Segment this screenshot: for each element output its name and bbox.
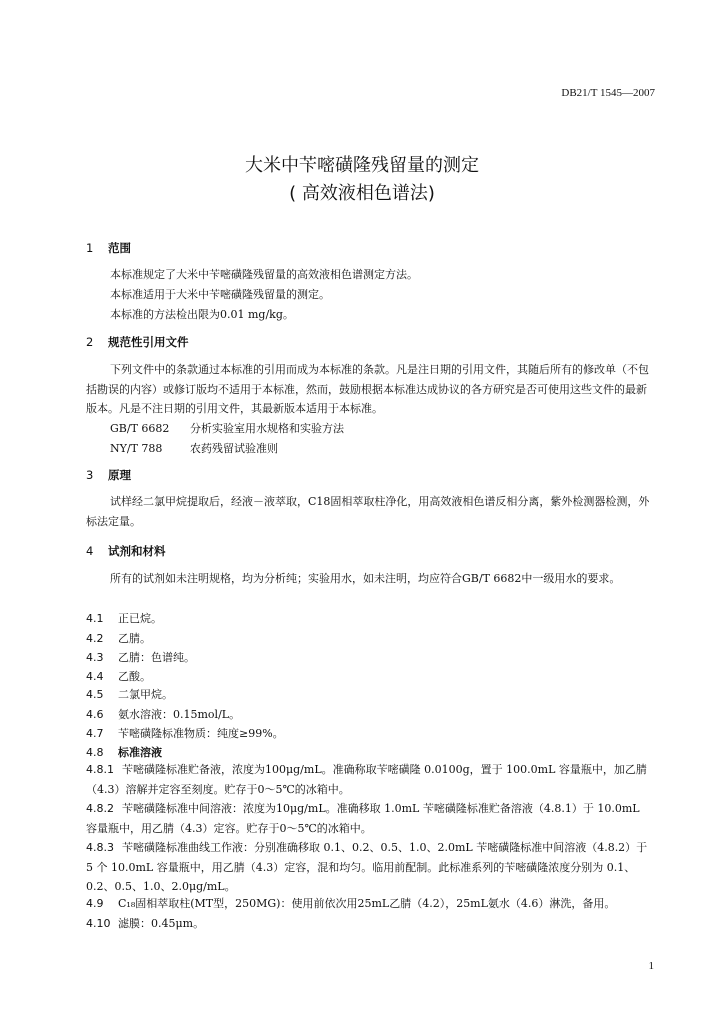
item-number: 4.6: [86, 708, 104, 721]
reagent-item: [86, 915, 204, 931]
sub-item-482: [86, 799, 654, 838]
section-heading-principle: [86, 467, 131, 483]
section-title: 原理: [108, 468, 131, 482]
item-text: 标准溶液: [118, 746, 162, 759]
item-number: 4.7: [86, 727, 104, 740]
item-text: 乙腈：色谱纯。: [118, 651, 195, 664]
item-number: 4.3: [86, 651, 104, 664]
section-title: 规范性引用文件: [108, 335, 189, 349]
reagent-item: [86, 725, 284, 741]
document-title: 大米中苄嘧磺隆残留量的测定: [245, 155, 479, 176]
standard-code: DB21/T 1545—2007: [561, 87, 655, 99]
reference-title: 分析实验室用水规格和实验方法: [190, 422, 344, 435]
item-text: 苄嘧磺隆标准中间溶液：浓度为10μg/mL。准确移取 1.0mL 苄嘧磺隆标准贮备溶液（4.8.1）于 10.0mL 容量瓶中，用乙腈（4.3）定容。贮存于0～5℃的冰箱中。: [86, 802, 640, 835]
reagent-item: [86, 649, 195, 665]
item-number: 4.1: [86, 612, 104, 625]
item-text: C₁₈固相萃取柱(MT型，250MG)：使用前依次用25mL乙腈（4.2），25mL氨水（4.6）淋洗，备用。: [118, 897, 616, 910]
reference-code: NY/T 788: [110, 442, 163, 455]
sub-item-483: [86, 838, 654, 897]
section-number: 1: [86, 241, 94, 255]
item-number: 4.8.2: [86, 802, 114, 815]
reagent-item: [86, 706, 240, 722]
item-text: 氨水溶液：0.15mol/L。: [118, 708, 241, 721]
section-title: 范围: [108, 241, 131, 255]
reference-code: GB/T 6682: [110, 422, 170, 435]
section-heading-normative-references: [86, 334, 189, 350]
reference-item: [110, 420, 344, 436]
principle-paragraph: 试样经二氯甲烷提取后，经液－液萃取，C18固相萃取柱净化，用高效液相色谱反相分离，紫外检测器检测，外标法定量。: [86, 495, 650, 528]
reagent-item: [86, 610, 162, 626]
reference-item: [110, 440, 278, 456]
sub-item-481: [86, 760, 654, 799]
item-text: 正已烷。: [118, 612, 162, 625]
item-number: 4.10: [86, 917, 111, 930]
item-number: 4.2: [86, 632, 104, 645]
document-subtitle: ( 高效液相色谱法): [289, 183, 435, 204]
item-number: 4.8.1: [86, 763, 114, 776]
item-number: 4.8: [86, 746, 104, 759]
reagent-item: [86, 895, 615, 911]
item-number: 4.5: [86, 688, 104, 701]
item-text: 乙酸。: [118, 670, 151, 683]
section-number: 4: [86, 544, 94, 558]
section-heading-scope: [86, 240, 131, 256]
reagents-paragraph: 所有的试剂如未注明规格，均为分析纯；实验用水，如未注明，均应符合GB/T 6682中一级用水的要求。: [110, 572, 621, 585]
reagent-item-standard-solutions: [86, 744, 162, 760]
item-text: 二氯甲烷。: [118, 688, 173, 701]
item-number: 4.9: [86, 897, 104, 910]
scope-line: 本标准规定了大米中苄嘧磺隆残留量的高效液相色谱测定方法。: [110, 268, 418, 281]
reagent-item: [86, 668, 151, 684]
item-number: 4.4: [86, 670, 104, 683]
references-paragraph: 下列文件中的条款通过本标准的引用而成为本标准的条款。凡是注日期的引用文件，其随后所有的修改单（不包括勘误的内容）或修订版均不适用于本标准，然而，鼓励根据本标准达成协议的各方研究是否可使用这些文件的最新版本。凡是不注日期的引用文件，其最新版本适用于本标准。: [86, 363, 649, 415]
reagent-item: [86, 686, 173, 702]
reference-title: 农药残留试验准则: [190, 442, 278, 455]
scope-line: 本标准适用于大米中苄嘧磺隆残留量的测定。: [110, 288, 330, 301]
item-text: 乙腈。: [118, 632, 151, 645]
reagent-item: [86, 630, 151, 646]
item-text: 苄嘧磺隆标准曲线工作液：分别准确移取 0.1、0.2、0.5、1.0、2.0mL 苄嘧磺隆标准中间溶液（4.8.2）于 5 个 10.0mL 容量瓶中，用乙腈（4.3）定容，混和均匀。临用前配制。此标准系列的苄嘧磺隆浓度分别为 0.1、0.2、0.5、1.0、2.0μg/mL。: [86, 841, 648, 893]
item-text: 苄嘧磺隆标准贮备液，浓度为100μg/mL。准确称取苄嘧磺隆 0.0100g，置于 100.0mL 容量瓶中，加乙腈（4.3）溶解并定容至刻度。贮存于0～5℃的冰箱中。: [86, 763, 647, 796]
section-number: 3: [86, 468, 94, 482]
section-heading-reagents: [86, 543, 166, 559]
item-text: 滤膜：0.45μm。: [118, 917, 205, 930]
page-number: 1: [648, 960, 654, 972]
section-title: 试剂和材料: [108, 544, 166, 558]
item-number: 4.8.3: [86, 841, 114, 854]
item-text: 苄嘧磺隆标准物质：纯度≥99%。: [118, 727, 284, 740]
section-number: 2: [86, 335, 94, 349]
scope-line: 本标准的方法检出限为0.01 mg/kg。: [110, 308, 294, 321]
